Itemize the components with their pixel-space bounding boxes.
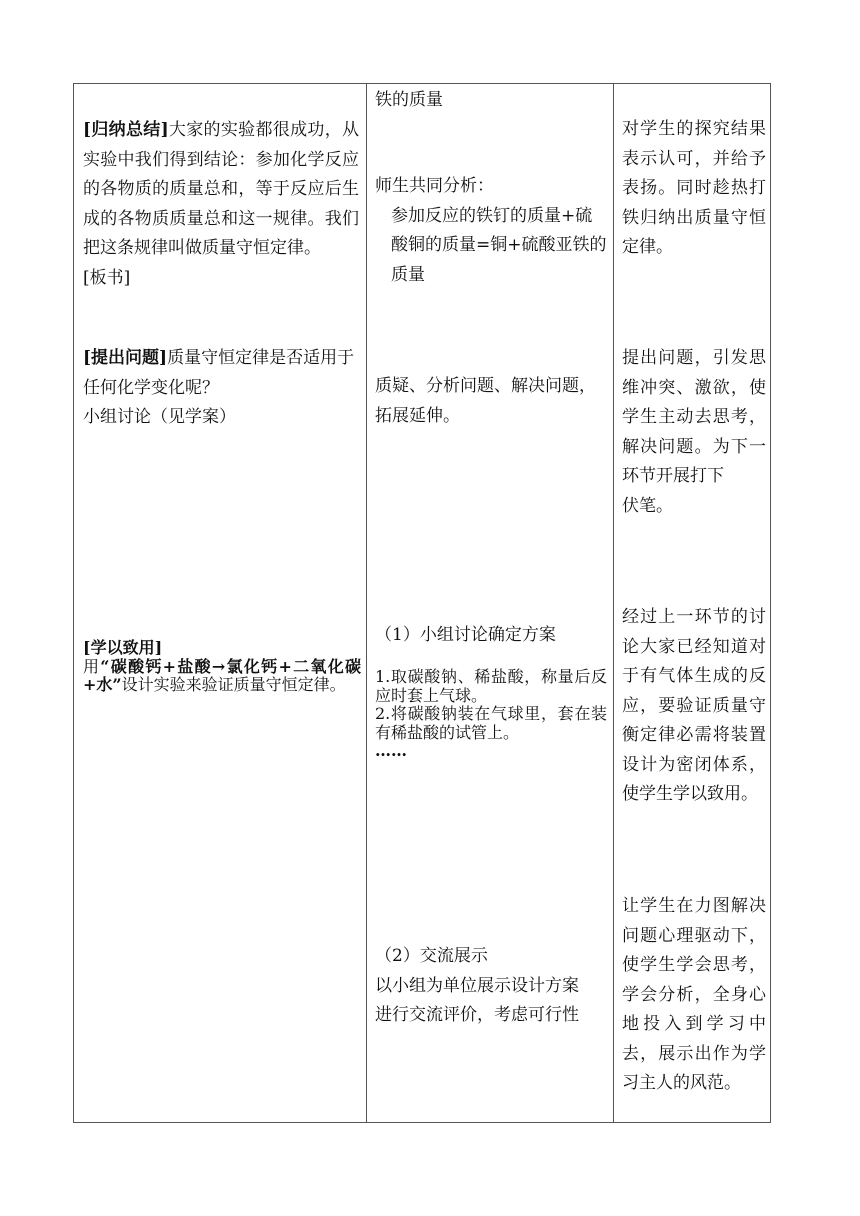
intent-2: 提出问题，引发思维冲突、激欲，使学生主动去思考，解决问题。为下一环节开展打下 伏笔。	[622, 348, 766, 516]
group-discussion-note: 小组讨论（见学案）	[83, 407, 236, 427]
exchange-block	[375, 942, 607, 1031]
apply-suffix: 设计实验来验证质量守恒定律。	[121, 675, 346, 694]
plan-ellipsis: ……	[375, 741, 407, 760]
plan-item: 2.将碳酸钠装在气球里，套在装有稀盐酸的试管上。	[375, 704, 607, 742]
summary-text: 大家的实验都很成功，从实验中我们得到结论：参加化学反应的各物质的质量总和，等于反应后生成的各物质质量总和这一规律。我们把这条规律叫做质量守恒定律。	[83, 120, 359, 258]
intent-4: 让学生在力图解决问题心理驱动下，使学生学会思考，学会分析，全身心地投入到学习中去，展示出作为学习主人的风范。	[622, 896, 766, 1093]
teacher-activity-column	[74, 84, 366, 1122]
summary-block	[83, 116, 359, 293]
student-activity-column	[367, 84, 613, 1122]
exchange-title: （2）交流展示	[375, 946, 488, 966]
question-tag: [提出问题]	[83, 348, 168, 368]
apply-prefix: 用	[83, 656, 101, 676]
design-intent-column	[614, 84, 772, 1122]
question-text: 质量守恒定律是否适用于任何化学变化呢？	[83, 348, 355, 398]
intent-3: 经过上一环节的讨论大家已经知道对于有气体生成的反应，要验证质量守衡定律必需将装置设计为密闭体系，使学生学以致用。	[622, 607, 766, 804]
intent-1: 对学生的探究结果表示认可，并给予表扬。同时趁热打铁归纳出质量守恒定律。	[622, 119, 766, 257]
summary-tag: [归纳总结]	[83, 120, 169, 140]
lesson-plan-table	[73, 83, 771, 1123]
iron-mass-line: 铁的质量	[375, 90, 443, 110]
apply-block	[83, 639, 361, 695]
plan-title: （1）小组讨论确定方案	[375, 625, 556, 645]
analysis-text: 参加反应的铁钉的质量+硫酸铜的质量=铜+硫酸亚铁的质量	[391, 205, 607, 285]
apply-tag: [学以致用]	[83, 638, 163, 657]
analysis-block	[375, 172, 607, 290]
question-response: 质疑、分析问题、解决问题，拓展延伸。	[375, 376, 596, 426]
plan-list	[375, 668, 607, 761]
board-label: [板书]	[83, 267, 131, 288]
reaction-equation: “碳酸钙+盐酸→氯化钙+二氧化碳+水”	[83, 656, 361, 694]
analysis-title: 师生共同分析：	[375, 176, 494, 196]
exchange-text: 进行交流评价，考虑可行性	[375, 1005, 579, 1025]
question-block	[83, 344, 359, 433]
exchange-text: 以小组为单位展示设计方案	[375, 975, 579, 996]
plan-item: 1.取碳酸钠、稀盐酸，称量后反应时套上气球。	[375, 667, 607, 705]
